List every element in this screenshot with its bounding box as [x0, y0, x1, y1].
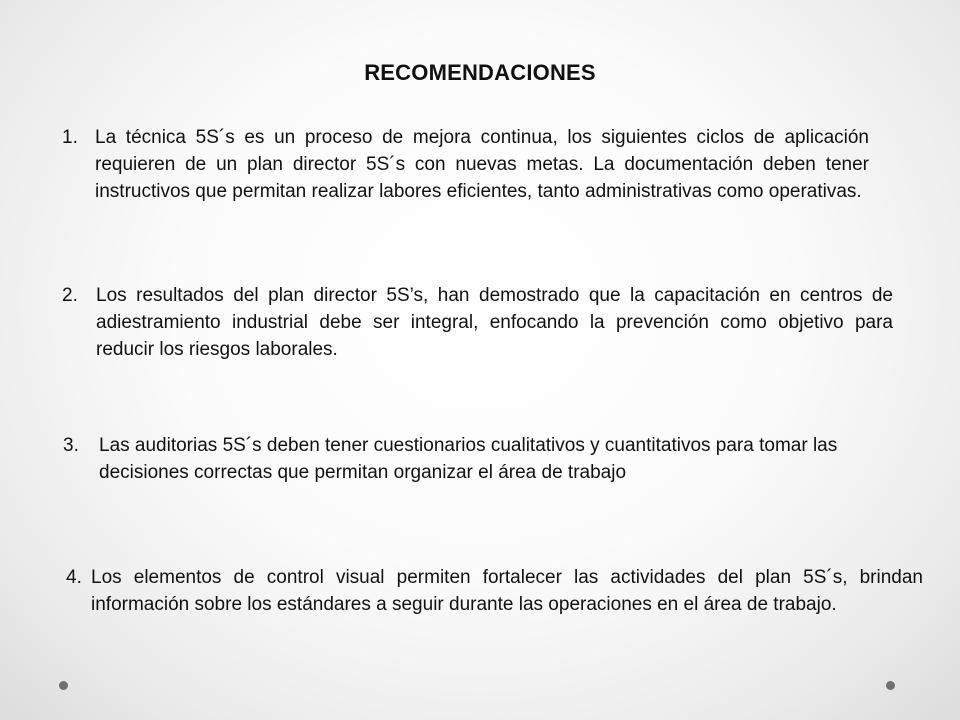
item-text: Los elementos de control visual permiten fortalecer las actividades del plan 5S´s, brindan información sobre los estándares a seguir durante las operaciones en el área de trabajo.	[91, 567, 923, 615]
recommendation-item-1	[62, 124, 869, 205]
item-number: 3.	[63, 435, 79, 456]
item-text: Los resultados del plan director 5S’s, han demostrado que la capacitación en centros de adiestramiento industrial debe ser integral, enfocando la prevención como objetivo para reducir los riesgos laborales.	[96, 285, 893, 360]
item-text: La técnica 5S´s es un proceso de mejora continua, los siguientes ciclos de aplicación requieren de un plan director 5S´s con nuevas metas. La documentación deben tener instructivos que permitan realizar labores eficientes, tanto administrativas como operativas.	[95, 127, 869, 202]
item-text: Las auditorias 5S´s deben tener cuestionarios cualitativos y cuantitativos para tomar las decisiones correctas que permitan organizar el área de trabajo	[99, 435, 838, 483]
slide-title: RECOMENDACIONES	[364, 60, 596, 85]
decorative-dot-right	[886, 681, 895, 690]
recommendation-item-4	[66, 564, 923, 618]
item-number: 4.	[66, 567, 82, 588]
decorative-dot-left	[59, 681, 68, 690]
recommendation-item-2	[62, 282, 893, 363]
item-number: 2.	[62, 285, 78, 306]
item-number: 1.	[62, 127, 78, 148]
recommendation-item-3	[63, 432, 883, 486]
